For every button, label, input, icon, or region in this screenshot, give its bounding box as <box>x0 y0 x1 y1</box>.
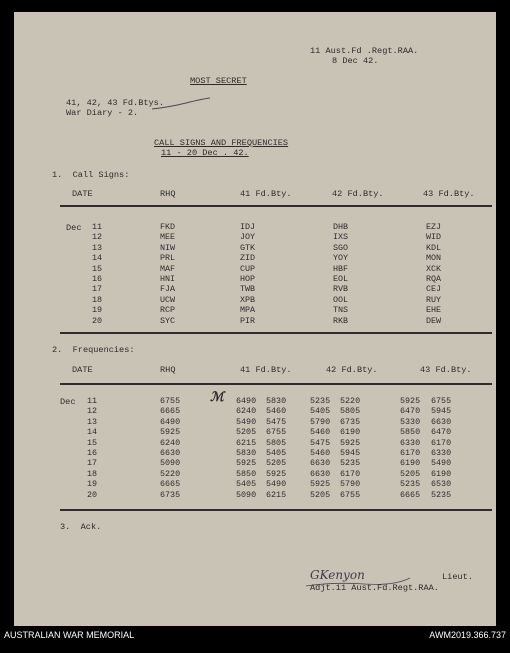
cs-rhq-cell: FJA <box>160 284 176 295</box>
fq-43-cell: 6755 <box>431 396 452 406</box>
fq-43-cell: 5490 <box>431 458 452 469</box>
fq-day-cell: 12 <box>87 406 98 417</box>
archive-name: AUSTRALIAN WAR MEMORIAL <box>4 630 135 640</box>
cs-43-cell: RUY <box>426 294 442 305</box>
signatory-title: Adjt.11 Aust.Fd.Regt.RAA. <box>310 583 439 593</box>
fq-43-cell: 5925 <box>400 396 421 406</box>
fq-rhq-cell: 5220 <box>160 468 181 479</box>
cs-col-date: DATE <box>72 189 93 199</box>
fq-42-cell: 5790 <box>310 416 331 427</box>
ack-line: 3. Ack. <box>60 522 102 532</box>
fq-col-42: 42 Fd.Bty. <box>326 365 378 375</box>
addressee-line: 41, 42, 43 Fd.Btys. <box>66 98 164 108</box>
cs-43-cell: CEJ <box>426 284 442 295</box>
fq-41-cell: 5490 <box>236 416 257 427</box>
pencil-stroke <box>150 96 212 112</box>
signatory-rank: Lieut. <box>442 572 473 582</box>
fq-42-cell: 5235 <box>310 396 331 406</box>
fq-42-cell: 5805 <box>340 406 361 417</box>
cs-42-cell: HBF <box>333 263 349 274</box>
cs-day-cell: 12 <box>92 232 103 243</box>
fq-42-cell: 5475 <box>310 437 331 448</box>
cs-43-cell: KDL <box>426 242 442 253</box>
frequencies-heading: 2. Frequencies: <box>52 345 135 355</box>
fq-43-cell: 5945 <box>431 406 452 417</box>
fq-42-cell: 5460 <box>310 447 331 458</box>
fq-rhq-cell: 6240 <box>160 437 181 448</box>
fq-rhq-cell: 5925 <box>160 427 181 438</box>
fq-41-cell: 5460 <box>266 406 287 417</box>
cs-days-column <box>92 222 102 326</box>
cs-41-cell: PIR <box>240 315 256 326</box>
fq-41-cell: 5805 <box>266 437 287 448</box>
fq-col-43: 43 Fd.Bty. <box>420 365 472 375</box>
fq-41-cell: 6755 <box>266 427 287 438</box>
signature: GKenyon <box>310 568 365 582</box>
cs-rhq-cell: SYC <box>160 315 176 326</box>
document-title: CALL SIGNS AND FREQUENCIES <box>154 138 289 148</box>
cs-41-cell: ZID <box>240 253 256 264</box>
cs-day-cell: 16 <box>92 273 103 284</box>
cs-col-43: 43 Fd.Bty. <box>423 189 475 199</box>
fq-41-cell: 5205 <box>236 427 257 438</box>
fq-day-cell: 19 <box>87 479 98 490</box>
fq-41-cell: 5490 <box>266 479 287 490</box>
fq-rhq-cell: 6755 <box>160 396 181 406</box>
cs-rhq-cell: FKD <box>160 222 176 232</box>
fq-rhq-cell: 6490 <box>160 416 181 427</box>
fq-day-cell: 18 <box>87 468 98 479</box>
cs-41-cell: CUP <box>240 263 256 274</box>
cs-41-cell: TWB <box>240 284 256 295</box>
cs-43-cell: EZJ <box>426 222 442 232</box>
cs-41-column <box>240 222 255 326</box>
fq-rhq-column <box>160 396 180 500</box>
document-date: 8 Dec 42. <box>332 56 379 66</box>
fq-41-cell: 6490 <box>236 396 257 406</box>
fq-col-date: DATE <box>72 365 93 375</box>
unit-name: 11 Aust.Fd .Regt.RAA. <box>310 46 419 56</box>
fq-43-cell: 5330 <box>400 416 421 427</box>
fq-42-cell: 5925 <box>310 479 331 490</box>
fq-43-cell: 6470 <box>431 427 452 438</box>
fq-41-cell: 6215 <box>266 489 287 500</box>
cs-bottom-rule <box>60 332 492 334</box>
reference-line: War Diary - 2. <box>66 108 139 118</box>
fq-day-cell: 20 <box>87 489 98 500</box>
fq-rhq-cell: 6665 <box>160 406 181 417</box>
fq-42-cell: 6630 <box>310 468 331 479</box>
cs-col-42: 42 Fd.Bty. <box>332 189 384 199</box>
fq-42-cell: 6755 <box>340 489 361 500</box>
fq-days-column <box>87 396 97 500</box>
fq-42-cell: 6630 <box>310 458 331 469</box>
cs-day-cell: 11 <box>92 222 103 232</box>
fq-41-cell: 5405 <box>236 479 257 490</box>
fq-43-cell: 6170 <box>400 447 421 458</box>
fq-41-cell: 5850 <box>236 468 257 479</box>
fq-41b-column <box>266 396 286 500</box>
fq-43-cell: 6190 <box>431 468 452 479</box>
fq-43-cell: 6330 <box>400 437 421 448</box>
fq-43-cell: 5235 <box>431 489 452 500</box>
fq-43-cell: 5205 <box>400 468 421 479</box>
fq-43-cell: 6330 <box>431 447 452 458</box>
cs-day-cell: 17 <box>92 284 103 295</box>
cs-day-cell: 15 <box>92 263 103 274</box>
fq-col-rhq: RHQ <box>160 365 176 375</box>
cs-43-cell: RQA <box>426 273 442 284</box>
cs-43-column <box>426 222 441 326</box>
fq-41-cell: 5205 <box>266 458 287 469</box>
cs-43-cell: EHE <box>426 305 442 316</box>
fq-rhq-cell: 6665 <box>160 479 181 490</box>
fq-42-cell: 5405 <box>310 406 331 417</box>
cs-42-cell: IXS <box>333 232 349 243</box>
cs-header-rule <box>60 205 492 207</box>
fq-bottom-rule <box>60 509 492 511</box>
cs-col-rhq: RHQ <box>160 189 176 199</box>
fq-43-cell: 5235 <box>400 479 421 490</box>
fq-month: Dec <box>60 397 76 407</box>
cs-day-cell: 19 <box>92 305 103 316</box>
fq-day-cell: 16 <box>87 447 98 458</box>
cs-day-cell: 18 <box>92 294 103 305</box>
cs-41-cell: JOY <box>240 232 256 243</box>
cs-42-cell: OOL <box>333 294 349 305</box>
fq-43-cell: 6170 <box>431 437 452 448</box>
cs-41-cell: GTK <box>240 242 256 253</box>
fq-41-cell: 6215 <box>236 437 257 448</box>
cs-42-cell: SGO <box>333 242 349 253</box>
cs-rhq-cell: MEE <box>160 232 176 243</box>
fq-41-cell: 5830 <box>236 447 257 458</box>
fq-43-cell: 6665 <box>400 489 421 500</box>
fq-header-rule <box>60 383 492 385</box>
fq-day-cell: 11 <box>87 396 98 406</box>
margin-mark: ℳ <box>210 390 224 405</box>
fq-43-cell: 6470 <box>400 406 421 417</box>
fq-43b-column <box>431 396 451 500</box>
fq-43a-column <box>400 396 420 500</box>
fq-rhq-cell: 6630 <box>160 447 181 458</box>
fq-42-cell: 6170 <box>340 468 361 479</box>
fq-42-cell: 6735 <box>340 416 361 427</box>
cs-col-41: 41 Fd.Bty. <box>240 189 292 199</box>
archive-footer <box>0 627 510 653</box>
fq-42-cell: 5460 <box>310 427 331 438</box>
cs-41-cell: IDJ <box>240 222 256 232</box>
fq-rhq-cell: 5090 <box>160 458 181 469</box>
cs-42-column <box>333 222 348 326</box>
fq-col-41: 41 Fd.Bty. <box>240 365 292 375</box>
fq-42a-column <box>310 396 330 500</box>
fq-41-cell: 5475 <box>266 416 287 427</box>
cs-41-cell: MPA <box>240 305 256 316</box>
document-page <box>14 12 496 626</box>
cs-42-cell: TNS <box>333 305 349 316</box>
cs-day-cell: 20 <box>92 315 103 326</box>
fq-41-cell: 5925 <box>236 458 257 469</box>
cs-41-cell: HOP <box>240 273 256 284</box>
fq-42b-column <box>340 396 360 500</box>
classification: MOST SECRET <box>190 76 247 86</box>
fq-43-cell: 6630 <box>431 416 452 427</box>
fq-42-cell: 6190 <box>340 427 361 438</box>
cs-rhq-cell: RCP <box>160 305 176 316</box>
archive-reference: AWM2019.366.737 <box>429 630 506 640</box>
fq-rhq-cell: 6735 <box>160 489 181 500</box>
document-period: 11 - 20 Dec . 42. <box>161 148 249 158</box>
fq-day-cell: 14 <box>87 427 98 438</box>
fq-41-cell: 5405 <box>266 447 287 458</box>
cs-42-cell: DHB <box>333 222 349 232</box>
fq-42-cell: 5205 <box>310 489 331 500</box>
cs-41-cell: XPB <box>240 294 256 305</box>
fq-42-cell: 5790 <box>340 479 361 490</box>
fq-41-cell: 6240 <box>236 406 257 417</box>
fq-42-cell: 5235 <box>340 458 361 469</box>
cs-rhq-cell: UCW <box>160 294 176 305</box>
fq-day-cell: 15 <box>87 437 98 448</box>
fq-42-cell: 5220 <box>340 396 361 406</box>
cs-42-cell: YOY <box>333 253 349 264</box>
fq-41a-column <box>236 396 256 500</box>
cs-42-cell: RVB <box>333 284 349 295</box>
cs-rhq-cell: PRL <box>160 253 176 264</box>
fq-41-cell: 5090 <box>236 489 257 500</box>
cs-42-cell: EOL <box>333 273 349 284</box>
cs-43-cell: WID <box>426 232 442 243</box>
fq-day-cell: 13 <box>87 416 98 427</box>
cs-43-cell: XCK <box>426 263 442 274</box>
fq-42-cell: 5945 <box>340 447 361 458</box>
call-signs-heading: 1. Call Signs: <box>52 170 130 180</box>
cs-42-cell: RKB <box>333 315 349 326</box>
fq-day-cell: 17 <box>87 458 98 469</box>
cs-day-cell: 13 <box>92 242 103 253</box>
fq-41-cell: 5830 <box>266 396 287 406</box>
fq-43-cell: 5850 <box>400 427 421 438</box>
cs-rhq-cell: MAF <box>160 263 176 274</box>
fq-42-cell: 5925 <box>340 437 361 448</box>
cs-43-cell: MON <box>426 253 442 264</box>
fq-43-cell: 6190 <box>400 458 421 469</box>
cs-43-cell: DEW <box>426 315 442 326</box>
fq-43-cell: 6530 <box>431 479 452 490</box>
fq-41-cell: 5925 <box>266 468 287 479</box>
cs-rhq-cell: HNI <box>160 273 176 284</box>
cs-day-cell: 14 <box>92 253 103 264</box>
cs-rhq-column <box>160 222 175 326</box>
cs-month: Dec <box>66 223 82 233</box>
cs-rhq-cell: NIW <box>160 242 176 253</box>
